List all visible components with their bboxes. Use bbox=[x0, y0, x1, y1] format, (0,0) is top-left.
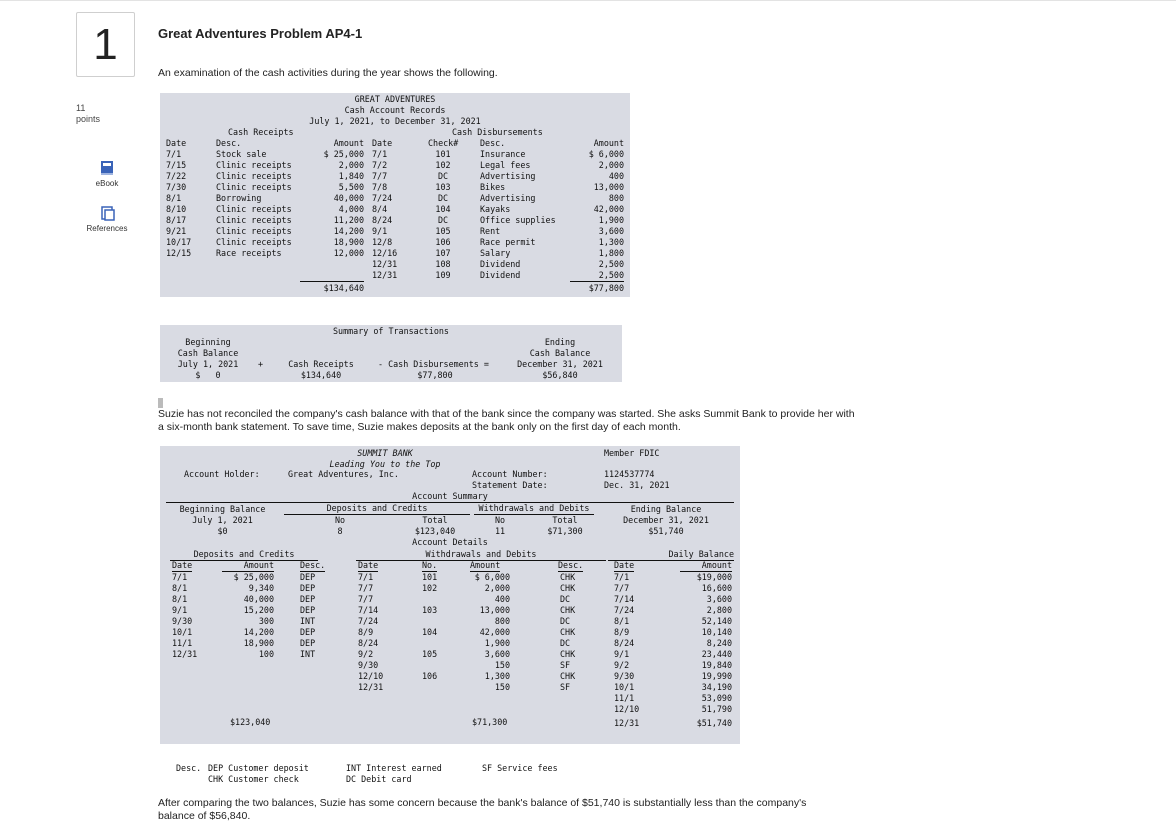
bal-amounts: $19,000 16,600 3,600 2,800 52,140 10,140 8,240 23,440 19,840 19,990 34,190 53,090 51,790 bbox=[696, 572, 732, 714]
cd-descs: Insurance Legal fees Advertising Bikes Advertising Kayaks Office supplies Rent Race permit Salary Dividend Dividend bbox=[480, 149, 556, 280]
account-details-title: Account Details bbox=[412, 537, 488, 547]
rc-dates: 7/1 7/15 7/22 7/30 8/1 8/10 8/17 9/21 10/17 12/15 bbox=[166, 149, 192, 258]
dep-head-amount: Amount bbox=[222, 560, 274, 572]
account-values: 1124537774 Dec. 31, 2021 bbox=[604, 469, 670, 490]
bal-head-amount: Amount bbox=[680, 560, 732, 572]
rc-total: $134,640 bbox=[300, 281, 364, 294]
cd-amounts: $ 6,000 2,000 400 13,000 800 42,000 1,900 3,600 1,300 1,800 2,500 2,500 bbox=[588, 149, 624, 280]
dep-dates: 7/1 8/1 8/1 9/1 9/30 10/1 11/1 12/31 bbox=[172, 572, 198, 659]
rc-head-desc: Desc. bbox=[216, 138, 242, 148]
wd-detail-total: $71,300 bbox=[472, 717, 508, 727]
deposits-summary-title: Deposits and Credits bbox=[284, 503, 470, 515]
records-period: July 1, 2021, to December 31, 2021 bbox=[309, 116, 481, 126]
rc-head-amount: Amount bbox=[333, 138, 364, 148]
ebook-icon bbox=[99, 160, 115, 176]
wd-head-date: Date bbox=[358, 560, 379, 570]
dep-amounts: $ 25,000 9,340 40,000 15,200 300 14,200 18,900 100 bbox=[233, 572, 274, 659]
cd-head-date: Date bbox=[372, 138, 393, 148]
cd-checks: 101 102 DC 103 DC 104 DC 105 106 107 108 109 bbox=[435, 149, 451, 280]
references-icon bbox=[99, 205, 115, 221]
bank-fdic: Member FDIC bbox=[604, 448, 660, 458]
records-heading: Cash Account Records bbox=[344, 105, 446, 115]
records-company: GREAT ADVENTURES bbox=[354, 94, 436, 104]
bal-dates: 7/1 7/7 7/14 7/24 8/1 8/9 8/24 9/1 9/2 9/30 10/1 11/1 12/10 bbox=[614, 572, 640, 714]
receipts-title: Cash Receipts bbox=[228, 127, 294, 137]
summary-panel bbox=[160, 325, 622, 382]
bank-name: SUMMIT BANK bbox=[357, 448, 413, 458]
summary-receipts: Cash Receipts $134,640 bbox=[288, 359, 354, 380]
bal-last-date: 12/31 bbox=[614, 718, 640, 728]
bank-statement-panel bbox=[160, 446, 740, 744]
account-labels: Account Number: Statement Date: bbox=[472, 469, 548, 490]
cd-total: $77,800 bbox=[570, 281, 624, 294]
daily-balance-title: Daily Balance bbox=[608, 549, 734, 561]
withdrawals-summary-title: Withdrawals and Debits bbox=[474, 503, 594, 515]
text-marker bbox=[158, 398, 163, 408]
ebook-label: eBook bbox=[95, 179, 119, 188]
ebook-link[interactable] bbox=[82, 160, 132, 188]
legend-interest-debit: INT Interest earned DC Debit card bbox=[346, 763, 442, 784]
question-number: 1 bbox=[76, 12, 135, 77]
legend-desc-label: Desc. bbox=[176, 763, 202, 773]
disbursements-title: Cash Disbursements bbox=[452, 127, 543, 137]
rc-head-date: Date bbox=[166, 138, 187, 148]
wd-numbers: 101 102 103 104 105 106 bbox=[422, 572, 438, 681]
wd-descs: CHK CHK DC CHK DC CHK DC CHK SF CHK SF bbox=[560, 572, 576, 692]
summary-disbursements: $77,800 bbox=[417, 370, 453, 380]
bank-slogan: Leading You to the Top bbox=[329, 459, 441, 469]
cd-head-desc: Desc. bbox=[480, 138, 506, 148]
wd-head-desc: Desc. bbox=[558, 560, 584, 570]
legend-service-fees: SF Service fees bbox=[482, 763, 558, 773]
bal-last-amount: $51,740 bbox=[696, 718, 732, 728]
account-holder-label: Account Holder: bbox=[184, 469, 260, 479]
deposits-detail-title: Deposits and Credits bbox=[170, 549, 318, 561]
problem-title: Great Adventures Problem AP4-1 bbox=[158, 26, 363, 41]
cd-head-amount: Amount bbox=[593, 138, 624, 148]
cd-head-check: Check# bbox=[428, 138, 459, 148]
withdrawals-detail-title: Withdrawals and Debits bbox=[356, 549, 606, 561]
cd-dates: 7/1 7/2 7/7 7/8 7/24 8/4 8/24 9/1 12/8 12/16 12/31 12/31 bbox=[372, 149, 398, 280]
summary-title: Summary of Transactions bbox=[333, 326, 449, 336]
summary-ending: Ending Cash Balance December 31, 2021 $56,840 bbox=[517, 337, 603, 380]
reconcile-text: Suzie has not reconciled the company's cash balance with that of the bank since the company was started. She asks Summit Bank to provide her with a six-month bank statement. To save time, Suzie makes deposits at the bank only on the first day of each month. bbox=[158, 408, 855, 433]
withdrawals-count: No 11 bbox=[494, 515, 506, 536]
bal-head-date: Date bbox=[614, 560, 635, 570]
points-label: 11 points bbox=[76, 103, 101, 124]
wd-head-no: No. bbox=[422, 560, 438, 570]
intro-text: An examination of the cash activities during the year shows the following. bbox=[158, 67, 498, 79]
dep-descs: DEP DEP DEP DEP INT DEP DEP INT bbox=[300, 572, 316, 659]
top-divider bbox=[0, 0, 1176, 5]
ending-balance: Ending Balance December 31, 2021 $51,740 bbox=[623, 504, 709, 536]
dep-head-desc: Desc. bbox=[300, 560, 326, 570]
references-link[interactable] bbox=[82, 205, 132, 233]
beginning-balance: Beginning Balance July 1, 2021 $0 bbox=[179, 504, 266, 536]
wd-amounts: $ 6,000 2,000 400 13,000 800 42,000 1,900 3,600 150 1,300 150 bbox=[474, 572, 510, 692]
dep-detail-total: $123,040 bbox=[230, 717, 271, 727]
comparison-text: After comparing the two balances, Suzie has some concern because the bank's balance of $51,740 is substantially less than the company's balance of $56,840. bbox=[158, 797, 807, 822]
deposits-count: No 8 bbox=[334, 515, 346, 536]
dep-head-date: Date bbox=[172, 560, 193, 570]
wd-dates: 7/1 7/7 7/7 7/14 7/24 8/9 8/24 9/2 9/30 12/10 12/31 bbox=[358, 572, 384, 692]
account-holder: Great Adventures, Inc. bbox=[288, 469, 399, 479]
withdrawals-total: Total $71,300 bbox=[547, 515, 583, 536]
references-label: References bbox=[86, 224, 128, 233]
legend-deposit-check: DEP Customer deposit CHK Customer check bbox=[208, 763, 309, 784]
summary-minus: - Cash Disbursements = bbox=[378, 359, 489, 369]
rc-descs: Stock sale Clinic receipts Clinic receipts Clinic receipts Borrowing Clinic receipts Clinic receipts Clinic receipts Clinic receipts Race receipts bbox=[216, 149, 292, 258]
wd-head-amount: Amount bbox=[470, 560, 501, 570]
deposits-total: Total $123,040 bbox=[414, 515, 456, 536]
summary-plus: + bbox=[258, 359, 264, 369]
cash-records-panel bbox=[160, 93, 630, 297]
summary-beginning: Beginning Cash Balance July 1, 2021 $ 0 bbox=[177, 337, 239, 380]
account-summary-title: Account Summary bbox=[166, 491, 734, 503]
rc-amounts: $ 25,000 2,000 1,840 5,500 40,000 4,000 11,200 14,200 18,900 12,000 bbox=[323, 149, 364, 258]
